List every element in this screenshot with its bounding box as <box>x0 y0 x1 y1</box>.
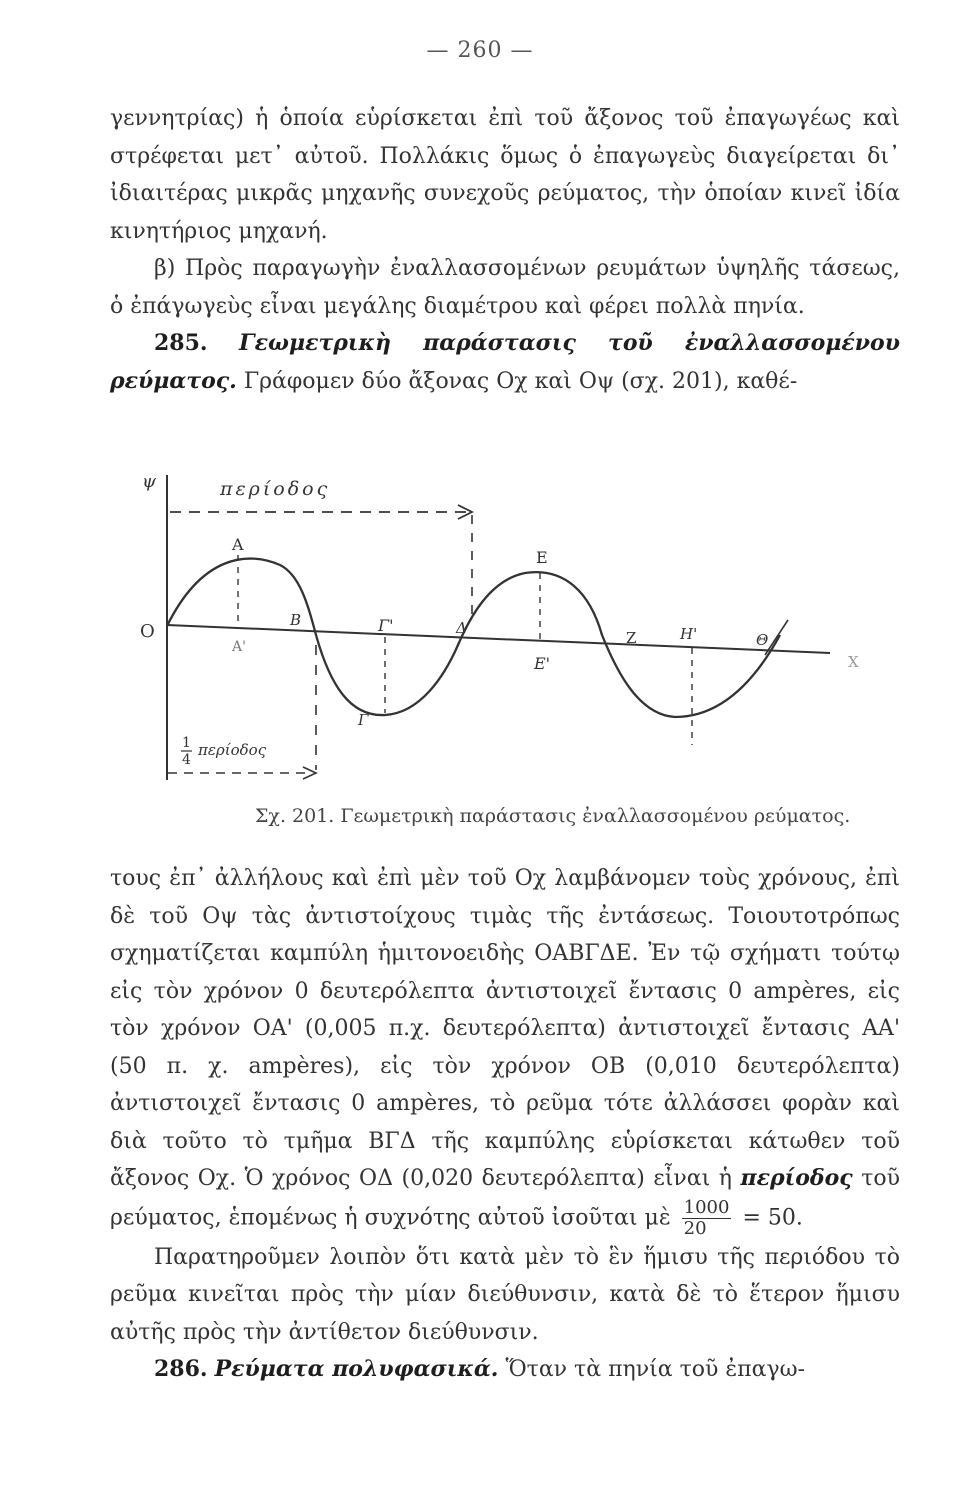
section-286 <box>110 1351 900 1389</box>
section-285 <box>110 325 900 400</box>
point-Th: Θ <box>756 631 769 649</box>
frequency-fraction <box>682 1198 732 1239</box>
point-Z: Z <box>626 629 637 647</box>
figure-201 <box>140 455 870 795</box>
sine-wave-diagram <box>140 455 870 795</box>
period-label: περίοδος <box>220 478 331 500</box>
top-text-block <box>110 100 900 400</box>
paragraph-high-voltage: β) Πρὸς παραγωγὴν ἐναλλασσομένων ρευμάτων ὑψηλῆς τάσεως, ὁ ἐπάγωγεὺς εἶναι μεγάλης διαμέτρου καὶ φέρει πολλὰ πηνία. <box>110 256 900 319</box>
x-axis <box>167 625 830 653</box>
figure-caption: Σχ. 201. Γεωμετρικὴ παράστασις ἐναλλασσομένου ρεύματος. <box>255 805 851 827</box>
point-G-prime: Γ' <box>378 616 394 635</box>
point-B: B <box>290 611 302 629</box>
paragraph-generator: γεννητρίας) ἡ ὁποία εὑρίσκεται ἐπὶ τοῦ ἄξονος τοῦ ἐπαγωγέως καὶ στρέφεται μετ᾽ αὐτοῦ. Πολλάκις ὅμως ὁ ἐπαγωγεὺς διαγείρεται δι᾽ ἰδιαιτέρας μικρᾶς μηχανῆς συνεχοῦς ρεύματος, τὴν ὁποίαν κινεῖ ἰδία κινητήριος μηχανή. <box>110 106 900 244</box>
section-286-title: Ρεύματα πολυφασικά. <box>214 1356 499 1382</box>
point-G: Γ <box>358 711 369 729</box>
paragraph-half-period: Παρατηροῦμεν λοιπὸν ὅτι κατὰ μὲν τὸ ἓν ἥμισυ τῆς περιόδου τὸ ρεῦμα κινεῖται πρὸς τὴν μίαν διεύθυνσιν, κατὰ δὲ τὸ ἕτερον ἥμισυ αὐτῆς πρὸς τὴν ἀντίθετον διεύθυνσιν. <box>110 1244 900 1345</box>
section-285-text: Γράφομεν δύο ἄξονας Οχ καὶ Οψ (σχ. 201), καθέ- <box>243 368 798 394</box>
quarter-period-label: περίοδος <box>198 741 267 759</box>
point-E-prime: E' <box>534 654 551 673</box>
section-286-text: Ὅταν τὰ πηνία τοῦ ἐπαγω- <box>505 1357 805 1382</box>
fraction-denominator: 20 <box>683 1217 707 1239</box>
bottom-text-block <box>110 860 900 1389</box>
page-number: — 260 — <box>426 38 534 63</box>
fraction-numerator: 1000 <box>683 1196 730 1218</box>
quarter-den: 4 <box>182 752 191 768</box>
frequency-result: = 50. <box>742 1205 803 1230</box>
origin-label: O <box>140 621 155 642</box>
point-H-prime: H' <box>680 625 698 643</box>
paragraph-axes-explanation <box>110 860 900 1239</box>
period-emphasis: περίοδος <box>740 1165 853 1191</box>
section-285-title: Γεωμετρικὴ παράστασις τοῦ ἐναλλασσομένου ρεύματος. <box>110 330 900 394</box>
section-285-number: 285. <box>154 330 208 356</box>
point-A: A <box>232 535 244 554</box>
psi-label: ψ <box>142 471 157 492</box>
frequency-text: τοῦ ρεύματος, ἑπομένως ἡ συχνότης αὐτοῦ ἰσοῦται μὲ <box>110 1166 900 1230</box>
point-E: E <box>536 548 548 567</box>
point-A-prime: A' <box>232 639 246 655</box>
section-286-number: 286. <box>154 1356 208 1382</box>
quarter-num: 1 <box>182 735 191 751</box>
axes-explanation-text: τους ἐπ᾽ ἀλλήλους καὶ ἐπὶ μὲν τοῦ Οχ λαμβάνομεν τοὺς χρόνους, ἐπὶ δὲ τοῦ Οψ τὰς ἀντιστοίχους τιμὰς τῆς ἐντάσεως. Τοιουτοτρόπως σχηματίζεται καμπύλη ἡμιτονοειδὴς ΟΑΒΓΔΕ. Ἐν τῷ σχήματι τούτῳ εἰς τὸν χρόνον 0 δευτερόλεπτα ἀντιστοιχεῖ ἔντασις 0 ampères, εἰς τὸν χρόνον ΟΑ' (0,005 π.χ. δευτερόλεπτα) ἀντιστοιχεῖ ἔντασις ΑΑ' (50 π. χ. ampères), εἰς τὸν χρόνον ΟΒ (0,010 δευτερόλεπτα) ἀντιστοιχεῖ ἔντασις 0 ampères, τὸ ρεῦμα τότε ἀλλάσσει φορὰν καὶ διὰ τοῦτο τὸ τμῆμα ΒΓΔ τῆς καμπύλης εὑρίσκεται κάτωθεν τοῦ ἄξονος Οχ. Ὁ χρόνος ΟΔ (0,020 δευτερόλεπτα) εἶναι ἡ <box>110 866 900 1191</box>
x-end-label: X <box>848 653 859 671</box>
point-D: Δ <box>456 619 467 637</box>
